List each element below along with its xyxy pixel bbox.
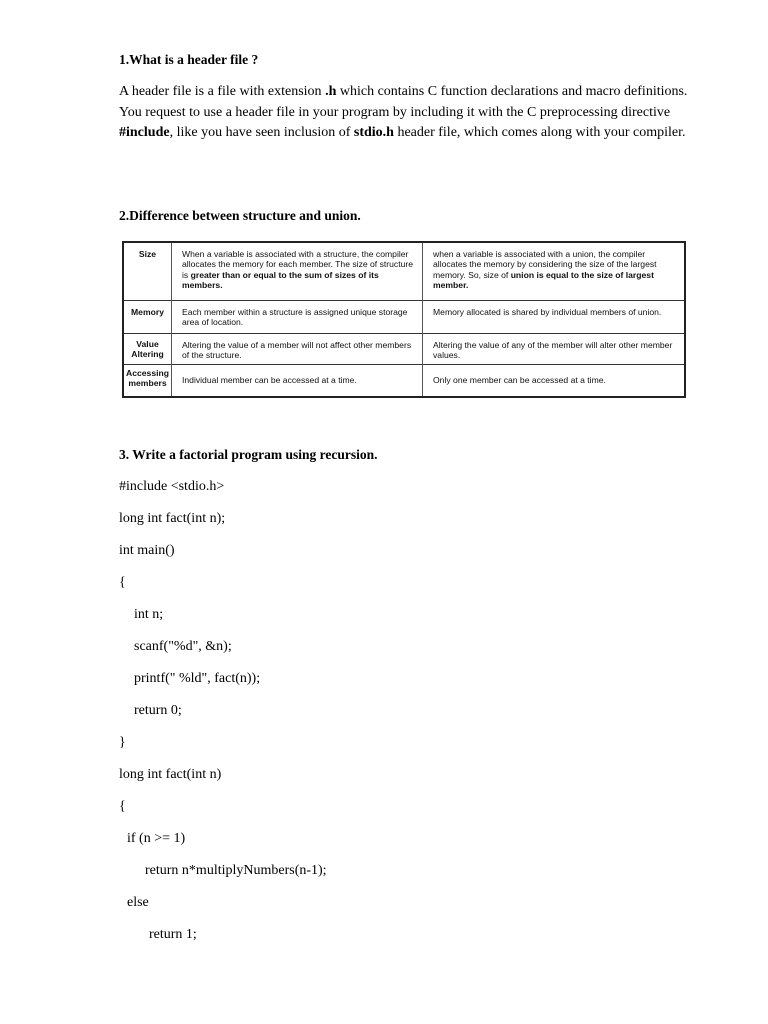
q3-heading: 3. Write a factorial program using recursion.	[119, 447, 378, 462]
q1-text-2: which contains C function declarations and macro definitions. You request to use a header file in your program by including it with the C preprocessing directive	[119, 84, 688, 120]
code-line: {	[119, 575, 126, 590]
q1-stdio-h: stdio.h	[353, 125, 394, 140]
row-label-memory: Memory	[123, 300, 172, 333]
code-line: }	[119, 735, 126, 750]
structure-cell: Individual member can be accessed at a time.	[172, 364, 423, 397]
label-line: Accessing	[126, 367, 169, 378]
code-line: return 0;	[134, 703, 182, 718]
structure-size-text: When a variable is associated with a structure, the compiler allocates the memory for each member. The size of structure is	[182, 249, 414, 280]
code-line: #include <stdio.h>	[119, 479, 225, 494]
structure-cell	[172, 242, 423, 300]
code-line: if (n >= 1)	[127, 831, 186, 846]
union-cell	[423, 242, 686, 300]
row-label-accessing-members	[123, 364, 172, 397]
code-line: scanf("%d", &n);	[134, 639, 232, 654]
code-line: else	[127, 895, 149, 910]
union-size-bold: union is equal to the size of largest member.	[433, 269, 654, 291]
row-label-size: Size	[123, 242, 172, 300]
q1-heading: 1.What is a header file ?	[119, 52, 259, 67]
union-cell: Memory allocated is shared by individual members of union.	[423, 300, 686, 333]
union-cell: Only one member can be accessed at a time.	[423, 364, 686, 397]
label-line: Altering	[131, 348, 164, 359]
label-line: members	[128, 377, 167, 388]
structure-size-bold: greater than or equal to the sum of sizes of its members.	[182, 269, 379, 291]
structure-cell: Altering the value of a member will not affect other members of the structure.	[172, 333, 423, 364]
structure-cell: Each member within a structure is assigned unique storage area of location.	[172, 300, 423, 333]
union-size-text: when a variable is associated with a union, the compiler allocates the memory by considering the size of the largest memory. So, size of	[433, 249, 657, 280]
table-row	[123, 364, 685, 397]
table-row	[123, 333, 685, 364]
q1-ext-h: .h	[325, 84, 337, 99]
table-row	[123, 242, 685, 300]
code-line: long int fact(int n);	[119, 511, 226, 526]
code-line: long int fact(int n)	[119, 767, 222, 782]
row-label-value-altering	[123, 333, 172, 364]
q1-paragraph	[119, 82, 704, 144]
q2-heading: 2.Difference between structure and union.	[119, 208, 361, 223]
q1-text-4: header file, which comes along with your compiler.	[393, 125, 686, 140]
code-line: printf(" %ld", fact(n));	[134, 671, 261, 686]
q1-directive-include: #include	[119, 125, 170, 140]
structure-union-table	[122, 241, 686, 398]
code-line: return 1;	[149, 927, 197, 942]
code-line: {	[119, 799, 126, 814]
q1-text-1: A header file is a file with extension	[119, 84, 326, 99]
union-cell: Altering the value of any of the member will alter other member values.	[423, 333, 686, 364]
code-line: int main()	[119, 543, 175, 558]
q1-text-3: , like you have seen inclusion of	[169, 125, 354, 140]
code-line: return n*multiplyNumbers(n-1);	[145, 863, 327, 878]
table-row	[123, 300, 685, 333]
label-line: Value	[136, 338, 159, 349]
code-line: int n;	[134, 607, 164, 622]
